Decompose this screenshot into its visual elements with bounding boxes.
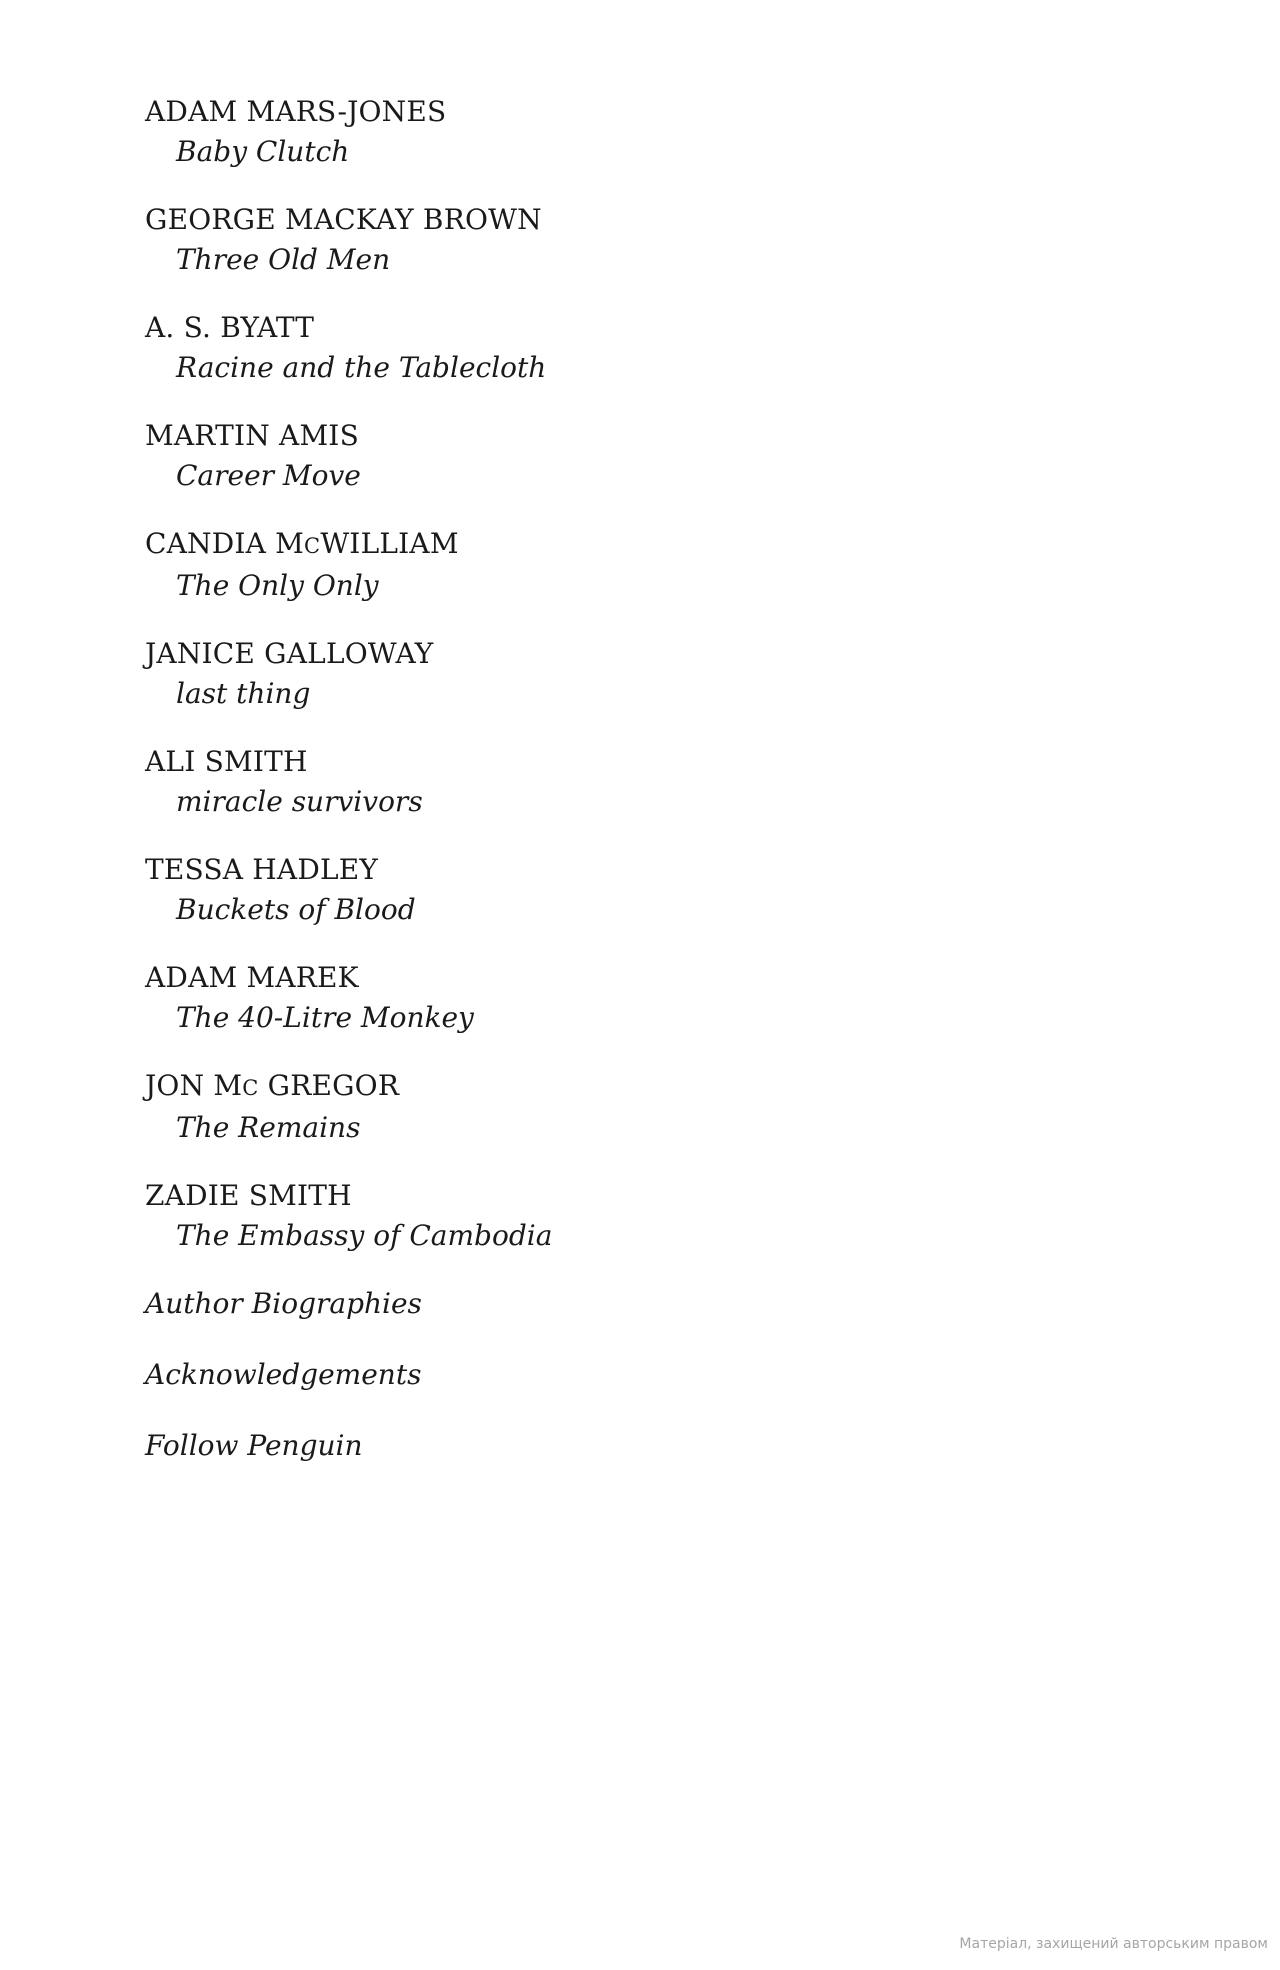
story-title[interactable]: Racine and the Tablecloth — [176, 351, 547, 384]
table-of-contents — [145, 92, 1145, 1497]
author-name: ADAM MAREK — [145, 961, 359, 994]
toc-extra-follow-penguin[interactable]: Follow Penguin — [145, 1429, 363, 1462]
author-name-part: JON M — [145, 1069, 243, 1102]
story-title[interactable]: miracle survivors — [176, 785, 423, 818]
author-name — [145, 1066, 1145, 1108]
author-name: ALI SMITH — [145, 745, 308, 778]
author-name: ZADIE SMITH — [145, 1179, 352, 1212]
story-title[interactable]: The 40-Litre Monkey — [176, 1001, 474, 1034]
toc-entry[interactable] — [145, 634, 1145, 714]
toc-entry[interactable] — [145, 92, 1145, 172]
author-name: GEORGE MACKAY BROWN — [145, 203, 542, 236]
story-title[interactable]: Baby Clutch — [176, 135, 350, 168]
author-name: A. S. BYATT — [145, 311, 315, 344]
story-title[interactable]: The Embassy of Cambodia — [176, 1219, 553, 1252]
author-name-smallcap: C — [304, 534, 321, 558]
toc-entry[interactable] — [145, 850, 1145, 930]
author-name: ADAM MARS-JONES — [145, 95, 447, 128]
toc-entry[interactable] — [145, 742, 1145, 822]
author-name: JANICE GALLOWAY — [145, 637, 434, 670]
story-title[interactable]: Career Move — [176, 459, 361, 492]
author-name: MARTIN AMIS — [145, 419, 359, 452]
author-name-part: GREGOR — [258, 1069, 400, 1102]
copyright-watermark: Матеріал, захищений авторським правом — [959, 1936, 1268, 1952]
toc-entry[interactable] — [145, 1176, 1145, 1256]
author-name-smallcap: C — [242, 1076, 259, 1100]
author-name-part: WILLIAM — [320, 527, 459, 560]
story-title[interactable]: The Remains — [176, 1111, 361, 1144]
author-name — [145, 524, 1145, 566]
author-name: TESSA HADLEY — [145, 853, 379, 886]
toc-entry[interactable] — [145, 416, 1145, 496]
toc-extra-acknowledgements[interactable]: Acknowledgements — [145, 1358, 422, 1391]
toc-extra-author-biographies[interactable]: Author Biographies — [145, 1287, 422, 1320]
story-title[interactable]: last thing — [176, 677, 311, 710]
story-title[interactable]: Three Old Men — [176, 243, 391, 276]
toc-entry[interactable] — [145, 1066, 1145, 1148]
toc-entry[interactable] — [145, 200, 1145, 280]
toc-entry[interactable] — [145, 958, 1145, 1038]
author-name-part: CANDIA M — [145, 527, 305, 560]
story-title[interactable]: The Only Only — [176, 569, 379, 602]
story-title[interactable]: Buckets of Blood — [176, 893, 416, 926]
toc-entry[interactable] — [145, 308, 1145, 388]
toc-entry[interactable] — [145, 524, 1145, 606]
